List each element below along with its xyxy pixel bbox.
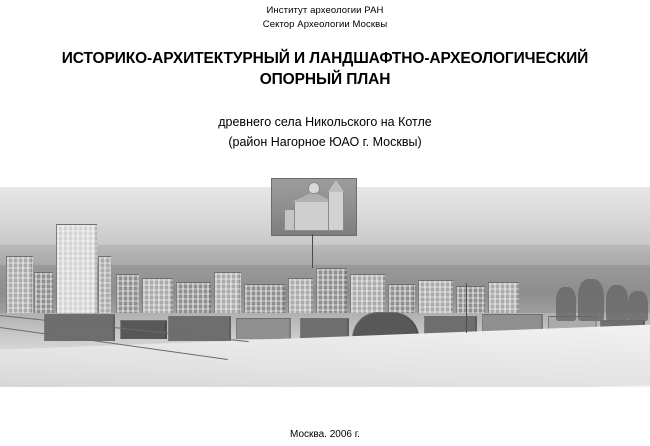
- inset-connector-line: [312, 234, 313, 268]
- page-title-line-1: ИСТОРИКО-АРХИТЕКТУРНЫЙ И ЛАНДШАФТНО-АРХЕОЛОГИЧЕСКИЙ: [61, 50, 589, 67]
- photo-building: [244, 284, 285, 313]
- photo-building: [350, 274, 385, 313]
- organization-line-1: Институт археологии РАН: [266, 5, 384, 16]
- church-bell-tower: [328, 189, 344, 231]
- photo-building: [142, 278, 173, 315]
- photo-tree: [628, 291, 648, 321]
- subtitle-line-1: древнего села Никольского на Котле: [218, 115, 432, 129]
- subtitle-block: [0, 112, 650, 152]
- church-dome-icon: [308, 182, 320, 194]
- photo-building: [214, 272, 241, 313]
- photo-foreground-building: [168, 316, 231, 341]
- photo-building: [456, 286, 485, 313]
- photo-building: [176, 282, 211, 313]
- photo-foreground-building: [44, 314, 115, 341]
- photo-building: [56, 224, 97, 317]
- church-photo-inset: [271, 178, 357, 236]
- photo-tree: [606, 285, 628, 321]
- photo-foreground-building: [236, 318, 291, 339]
- organization-line-2: Сектор Археологии Москвы: [262, 19, 388, 30]
- photo-building: [116, 274, 139, 315]
- photo-tree: [578, 279, 604, 321]
- photo-building: [98, 256, 111, 317]
- photo-building: [418, 280, 453, 313]
- photo-building: [388, 284, 415, 313]
- photo-building: [488, 282, 519, 313]
- subtitle-line-2: (район Нагорное ЮАО г. Москвы): [228, 135, 422, 149]
- photo-pole: [466, 283, 467, 333]
- page-title: [0, 48, 650, 90]
- photo-building: [6, 256, 33, 321]
- photo-building: [288, 278, 313, 313]
- illustration-block: [0, 178, 650, 396]
- photo-tree: [556, 287, 576, 321]
- photo-building: [316, 268, 347, 313]
- page-title-line-2: ОПОРНЫЙ ПЛАН: [259, 71, 391, 88]
- church-spire: [328, 180, 344, 192]
- footer-place-year: Москва. 2006 г.: [290, 429, 360, 440]
- organization-block: [0, 0, 650, 32]
